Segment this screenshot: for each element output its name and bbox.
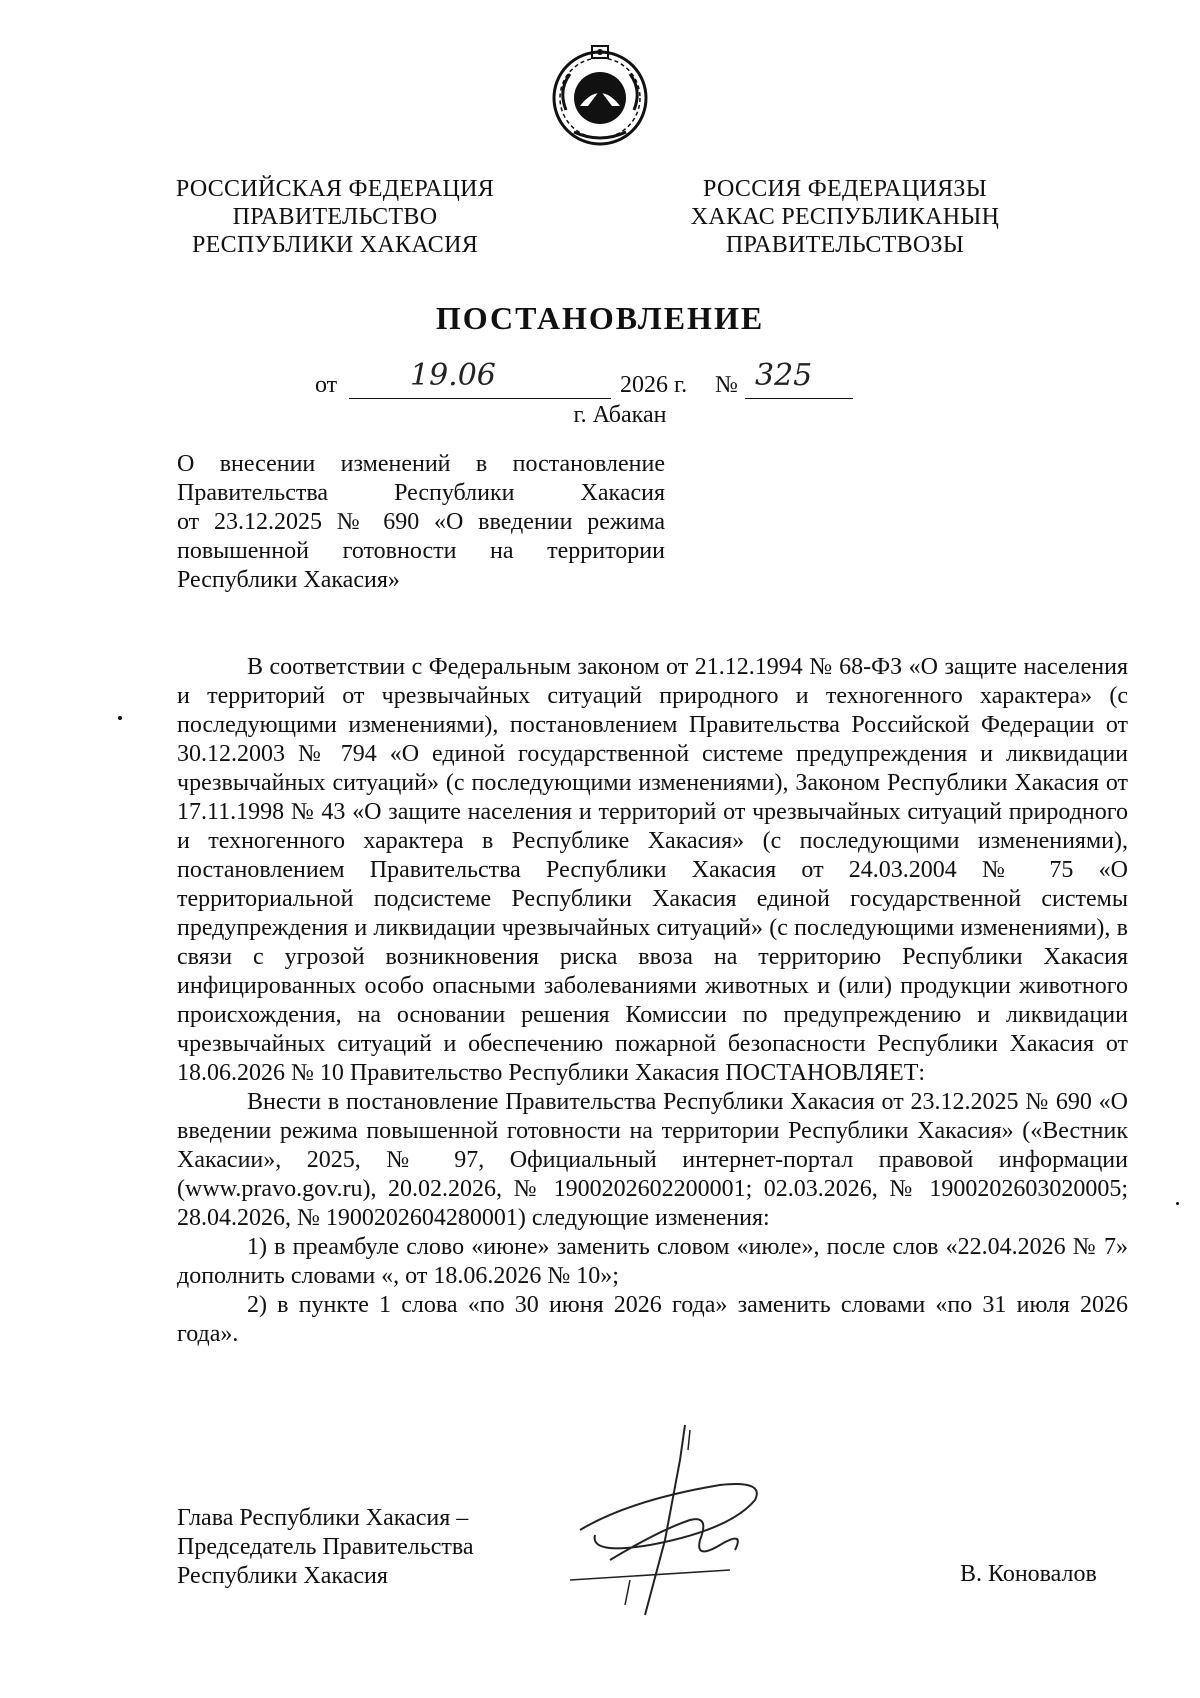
document-subject: [177, 450, 665, 595]
date-prefix: от: [315, 372, 338, 398]
date-underline: [349, 398, 611, 399]
number-sign: №: [715, 372, 738, 398]
subject-line-3: от 23.12.2025 № 690 «О введении режима: [177, 509, 665, 535]
body-paragraph-amend: Внести в постановление Правительства Республики Хакасия от 23.12.2025 № 690 «О введении режима повышенной готовности на территории Республики Хакасия» («Вестник Хакасии», 2025, № 97, Официальный интернет-портал правовой информации (www.pravo.gov.ru), 20.02.2026, № 1900202602200001; 02.03.2026, № 1900202603020005; 28.04.2026, № 1900202604280001) следующие изменения:: [177, 1089, 1128, 1231]
handwritten-signature-icon: [570, 1420, 780, 1620]
signatory-position: [177, 1504, 474, 1591]
header-left-line-1: РОССИЙСКАЯ ФЕДЕРАЦИЯ: [175, 176, 495, 202]
header-right-line-1: РОССИЯ ФЕДЕРАЦИЯЗЫ: [703, 176, 987, 202]
body-paragraph-item-1: 1) в преамбуле слово «июне» заменить словом «июле», после слов «22.04.2026 № 7» дополнить словами «, от 18.06.2026 № 10»;: [177, 1234, 1128, 1289]
header-left-authority: [150, 175, 520, 259]
scan-speck: [1176, 1202, 1179, 1205]
signatory-position-line-1: Глава Республики Хакасия –: [177, 1505, 469, 1531]
date-year: 2026 г.: [620, 372, 688, 398]
subject-line-4: повышенной готовности на территории: [177, 538, 665, 564]
scan-speck: [118, 716, 122, 720]
header-right-line-2: ХАКАС РЕСПУБЛИКАНЫҢ: [690, 204, 1000, 230]
header-right-authority: [660, 175, 1030, 259]
body-paragraph-preamble: В соответствии с Федеральным законом от 21.12.1994 № 68-ФЗ «О защите населения и территорий от чрезвычайных ситуаций природного и техногенного характера» (с последующими изменениями), постановлением Правительства Российской Федерации от 30.12.2003 № 794 «О единой государственной системе предупреждения и ликвидации чрезвычайных ситуаций» (с последующими изменениями), Законом Республики Хакасия от 17.11.1998 № 43 «О защите населения и территорий от чрезвычайных ситуаций природного и техногенного характера в Республике Хакасия» (с последующими изменениями), постановлением Правительства Республики Хакасия от 24.03.2004 № 75 «О территориальной подсистеме Республики Хакасия единой государственной системы предупреждения и ликвидации чрезвычайных ситуаций» (с последующими изменениями), в связи с угрозой возникновения риска ввоза на территорию Республики Хакасия инфицированных особо опасными заболеваниями животных и (или) продукции животного происхождения, на основании решения Комиссии по предупреждению и ликвидации чрезвычайных ситуаций и обеспечению пожарной безопасности Республики Хакасия от 18.06.2026 № 10 Правительство Республики Хакасия ПОСТАНОВЛЯЕТ:: [177, 654, 1128, 1086]
header-right-line-3: ПРАВИТЕЛЬСТВОЗЫ: [725, 232, 965, 258]
number-underline: [745, 398, 853, 399]
number-handwritten: 325: [755, 358, 813, 393]
coat-of-arms-emblem-icon: [544, 40, 656, 152]
header-left-line-3: РЕСПУБЛИКИ ХАКАСИЯ: [191, 232, 479, 258]
signatory-name: В. Коновалов: [960, 1561, 1097, 1587]
signatory-position-line-2: Председатель Правительства: [177, 1534, 474, 1560]
city: г. Абакан: [573, 402, 667, 428]
subject-line-5: Республики Хакасия»: [177, 567, 400, 593]
subject-line-1: О внесении изменений в постановление: [177, 451, 665, 477]
header-left-line-2: ПРАВИТЕЛЬСТВО: [232, 204, 438, 230]
document-title: ПОСТАНОВЛЕНИЕ: [435, 300, 765, 336]
document-body: [177, 653, 1128, 1349]
date-handwritten: 19.06: [410, 358, 496, 393]
signatory-position-line-3: Республики Хакасия: [177, 1563, 388, 1589]
body-paragraph-item-2: 2) в пункте 1 слова «по 30 июня 2026 года» заменить словами «по 31 июля 2026 года».: [177, 1292, 1128, 1347]
subject-line-2: Правительства Республики Хакасия: [177, 480, 665, 506]
